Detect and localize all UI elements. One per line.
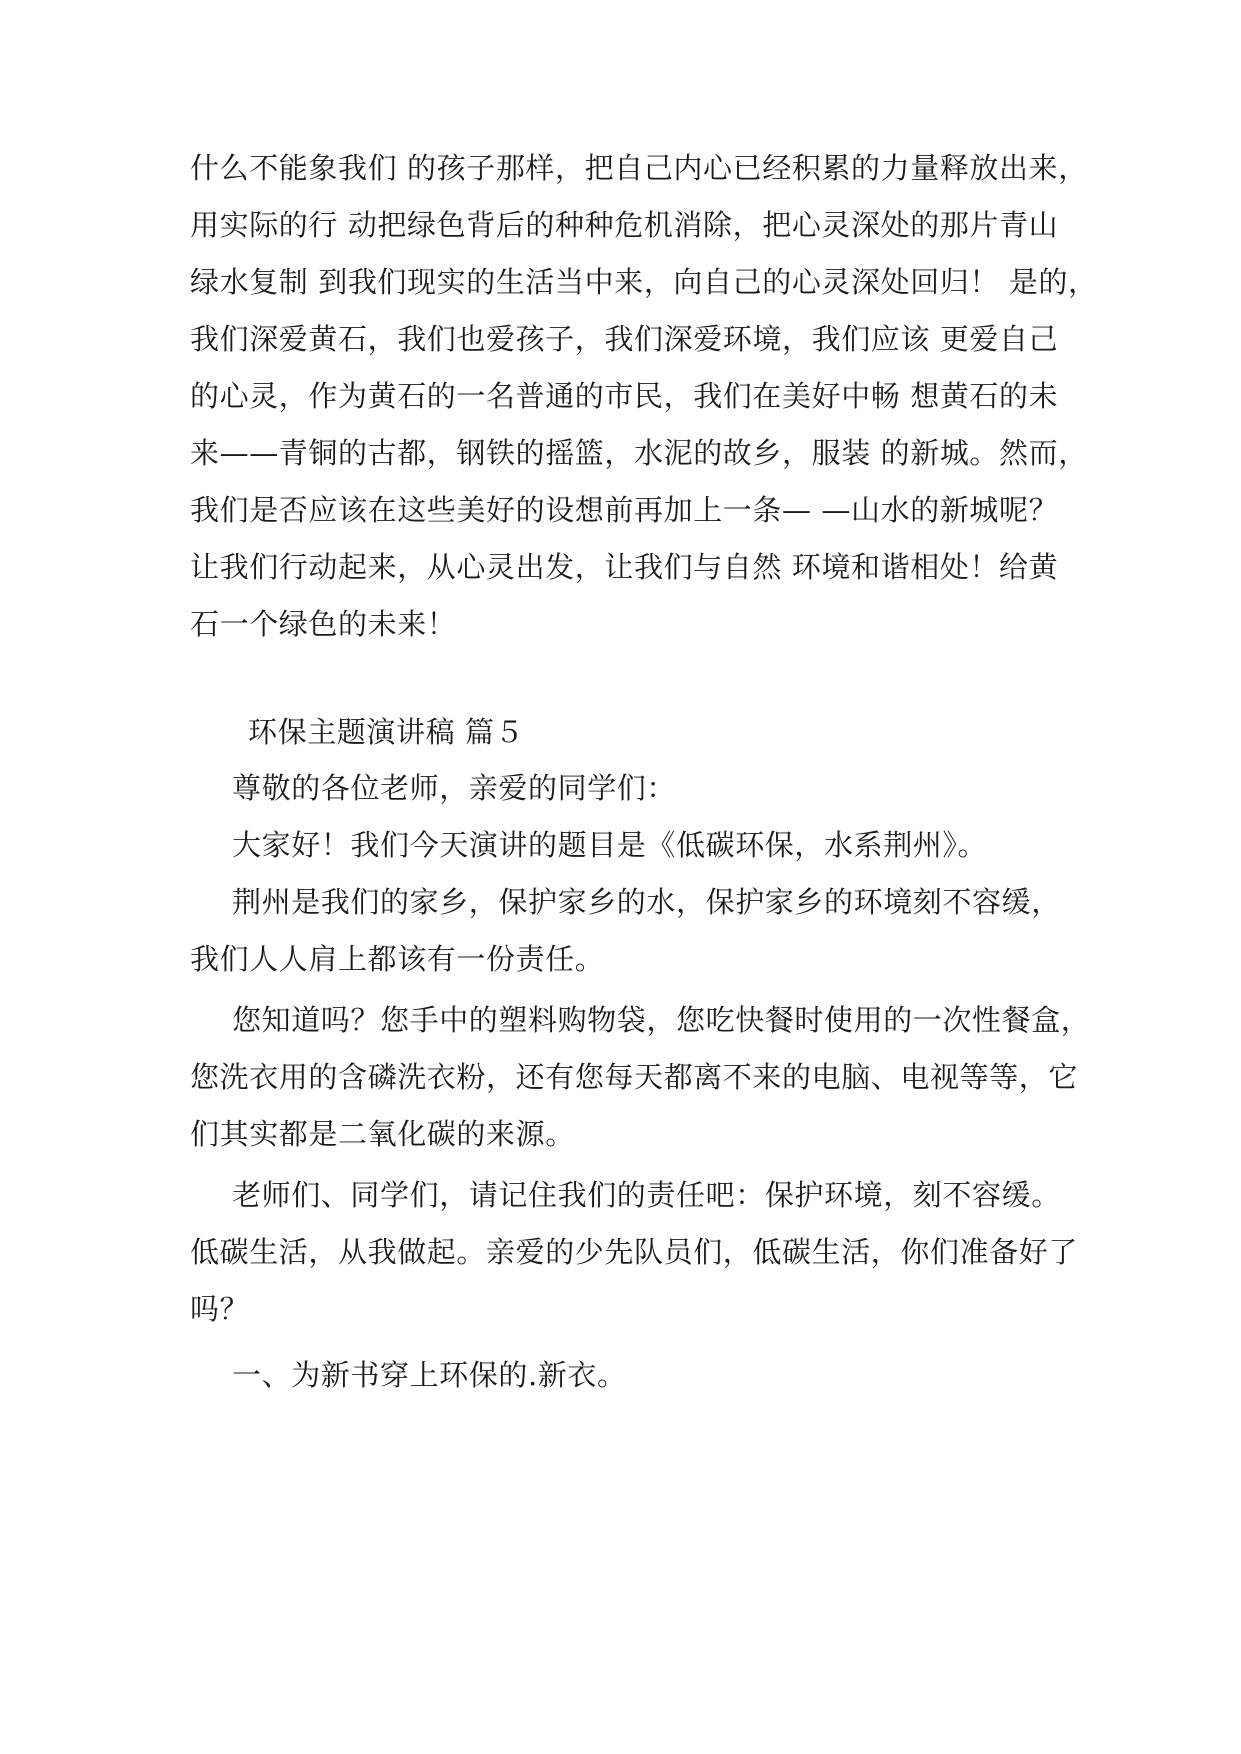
text-line: 您洗衣用的含磷洗衣粉，还有您每天都离不来的电脑、电视等等，它 xyxy=(190,1060,1079,1094)
list-item: 一、为新书穿上环保的.新衣。 xyxy=(232,1358,627,1392)
text-line: 来——青铜的古都，钢铁的摇篮，水泥的故乡，服装 的新城。然而， xyxy=(190,436,1088,470)
text-line: 吗？ xyxy=(190,1292,250,1326)
text-line: 们其实都是二氧化碳的来源。 xyxy=(190,1117,575,1151)
section-title: 环保主题演讲稿 篇５ xyxy=(248,715,525,749)
text-line: 我们人人肩上都该有一份责任。 xyxy=(190,942,605,976)
text-line: 石一个绿色的未来！ xyxy=(190,607,457,641)
text-line: 让我们行动起来，从心灵出发，让我们与自然 环境和谐相处！给黄 xyxy=(190,550,1059,584)
text-line: 老师们、同学们，请记住我们的责任吧：保护环境，刻不容缓。 xyxy=(232,1178,1061,1212)
text-line: 低碳生活，从我做起。亲爱的少先队员们，低碳生活，你们准备好了 xyxy=(190,1235,1079,1269)
text-line: 荆州是我们的家乡，保护家乡的水，保护家乡的环境刻不容缓， xyxy=(232,885,1061,919)
greeting-line: 尊敬的各位老师，亲爱的同学们： xyxy=(232,771,677,805)
text-line: 的心灵，作为黄石的一名普通的市民，我们在美好中畅 想黄石的未 xyxy=(190,379,1059,413)
text-line: 绿水复制 到我们现实的生活当中来，向自己的心灵深处回归！ 是的， xyxy=(190,265,1098,299)
intro-line: 大家好！我们今天演讲的题目是《低碳环保，水系荆州》。 xyxy=(232,828,988,862)
text-line: 我们深爱黄石，我们也爱孩子，我们深爱环境，我们应该 更爱自己 xyxy=(190,322,1059,356)
text-line: 您知道吗？您手中的塑料购物袋，您吃快餐时使用的一次性餐盒， xyxy=(232,1003,1091,1037)
text-line: 用实际的行 动把绿色背后的种种危机消除，把心灵深处的那片青山 xyxy=(190,208,1059,242)
text-line: 什么不能象我们 的孩子那样，把自己内心已经积累的力量释放出来， xyxy=(190,151,1088,185)
text-line: 我们是否应该在这些美好的设想前再加上一条— —山水的新城呢？ xyxy=(190,493,1059,527)
